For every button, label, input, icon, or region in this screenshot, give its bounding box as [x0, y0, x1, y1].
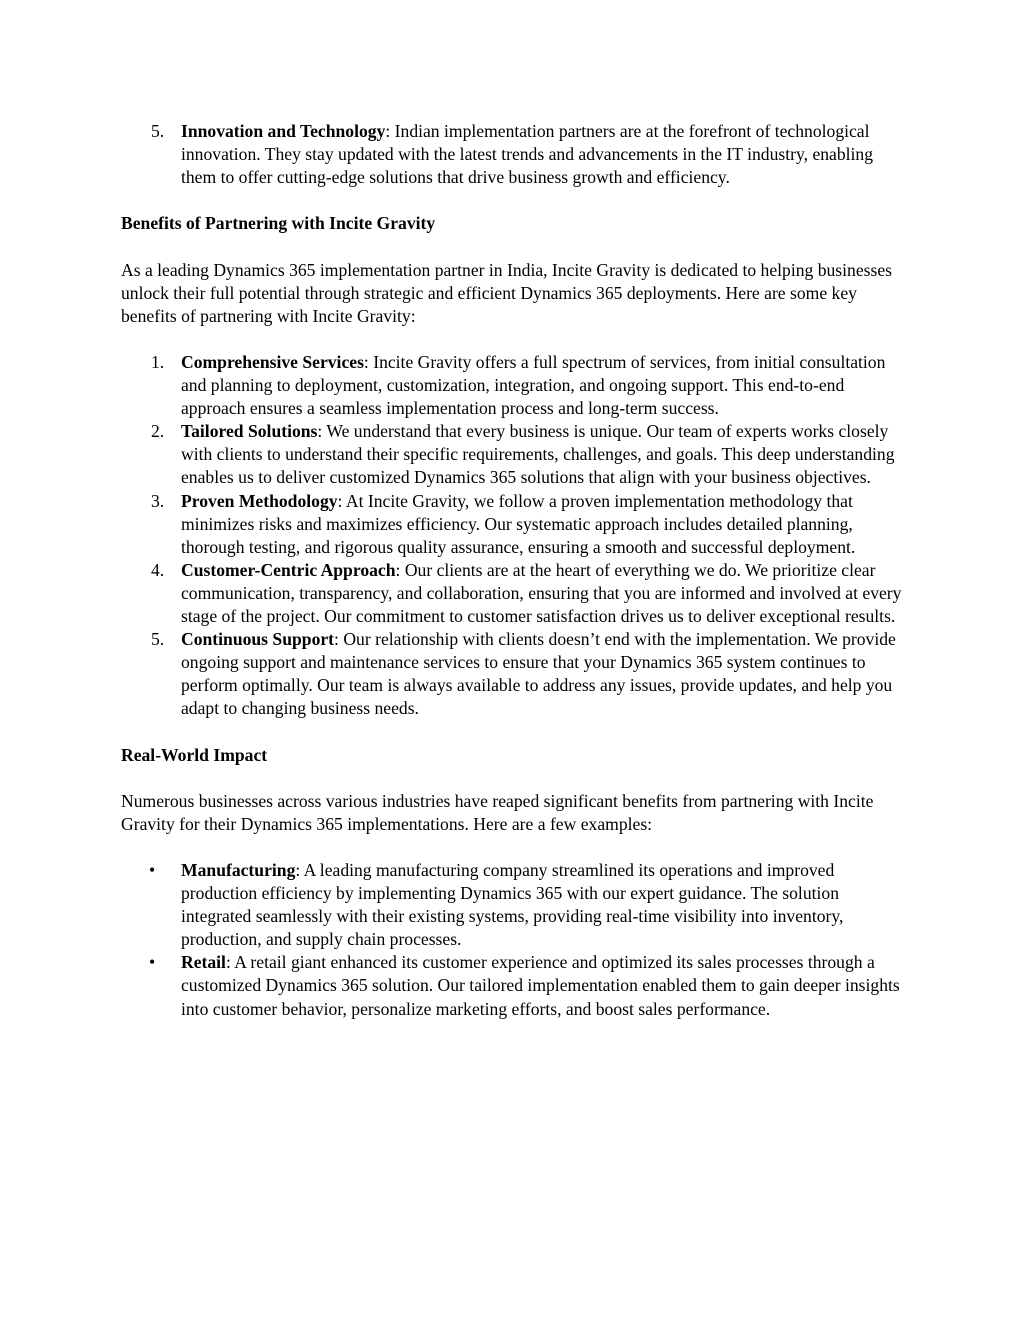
- list-number: 3.: [151, 490, 165, 511]
- bullet-icon: •: [149, 860, 156, 880]
- section-heading-benefits: Benefits of Partnering with Incite Gravity: [121, 213, 436, 234]
- list-term: Proven Methodology: [181, 490, 338, 511]
- list-item: [121, 951, 911, 1020]
- list-term: Innovation and Technology: [181, 121, 386, 141]
- list-text: : At Incite Gravity, we follow a proven implementation methodology that minimizes risks and maximizes efficiency. Our systematic approach includes detailed planning, thorough testing, and rigorous quality assurance, ensuring a smooth and successful deployment.: [181, 490, 856, 557]
- list-text: : Our relationship with clients doesn’t end with the implementation. We provide ongoing support and maintenance services to ensure that your Dynamics 365 system continues to perform optimally. Our team is always available to address any issues, provide updates, and help you adapt to changing business needs.: [181, 629, 896, 719]
- list-item: [121, 120, 911, 189]
- list-number: 5.: [151, 121, 165, 141]
- list-text: : We understand that every business is unique. Our team of experts works closely with clients to understand their specific requirements, challenges, and goals. This deep understanding enables us to deliver customized Dynamics 365 solutions that align with your business objectives.: [181, 421, 895, 488]
- document-content: [121, 120, 911, 1021]
- impact-bullet-list: [121, 859, 911, 1021]
- list-number: 4.: [151, 559, 165, 580]
- list-text: : A leading manufacturing company streamlined its operations and improved production efficiency by implementing Dynamics 365 with our expert guidance. The solution integrated seamlessly with their existing systems, providing real-time visibility into inventory, production, and supply chain processes.: [181, 860, 844, 950]
- list-item: [121, 490, 911, 559]
- bullet-icon: •: [149, 952, 156, 973]
- impact-paragraph: Numerous businesses across various industries have reaped significant benefits from partnering with Incite Gravity for their Dynamics 365 implementations. Here are a few examples:: [121, 790, 874, 834]
- list-term: Continuous Support: [181, 629, 335, 650]
- benefits-numbered-list: [121, 351, 911, 721]
- list-number: 2.: [151, 421, 165, 442]
- list-number: 1.: [151, 351, 165, 372]
- list-term: Customer-Centric Approach: [181, 559, 396, 580]
- list-text: : A retail giant enhanced its customer experience and optimized its sales processes through a customized Dynamics 365 solution. Our tailored implementation enabled them to gain deeper insights into customer behavior, personalize marketing efforts, and boost sales performance.: [181, 952, 900, 1019]
- list-term: Tailored Solutions: [181, 421, 318, 442]
- list-term: Retail: [181, 952, 226, 973]
- list-item: [121, 859, 911, 951]
- list-text: : Indian implementation partners are at the forefront of technological innovation. They stay updated with the latest trends and advancements in the IT industry, enabling them to offer cutting-edge solutions that drive business growth and efficiency.: [181, 121, 874, 188]
- list-term: Comprehensive Services: [181, 351, 364, 372]
- list-item: [121, 628, 911, 720]
- list-item: [121, 559, 911, 628]
- list-item: [121, 420, 911, 489]
- benefits-paragraph: As a leading Dynamics 365 implementation partner in India, Incite Gravity is dedicated to helping businesses unlock their full potential through strategic and efficient Dynamics 365 deployments. Here are some key benefits of partnering with Incite Gravity:: [121, 259, 892, 326]
- list-text: : Incite Gravity offers a full spectrum of services, from initial consultation and planning to deployment, customization, integration, and ongoing support. This end-to-end approach ensures a seamless implementation process and long-term success.: [181, 351, 886, 419]
- section-heading-impact: Real-World Impact: [121, 744, 268, 765]
- list-number: 5.: [151, 629, 165, 650]
- list-item: [121, 351, 911, 420]
- list-text: : Our clients are at the heart of everything we do. We prioritize clear communication, transparency, and collaboration, ensuring that you are informed and involved at every stage of the project. Our commitment to customer satisfaction drives us to deliver exceptional results.: [181, 559, 902, 626]
- intro-numbered-list: [121, 120, 911, 189]
- list-term: Manufacturing: [181, 860, 296, 880]
